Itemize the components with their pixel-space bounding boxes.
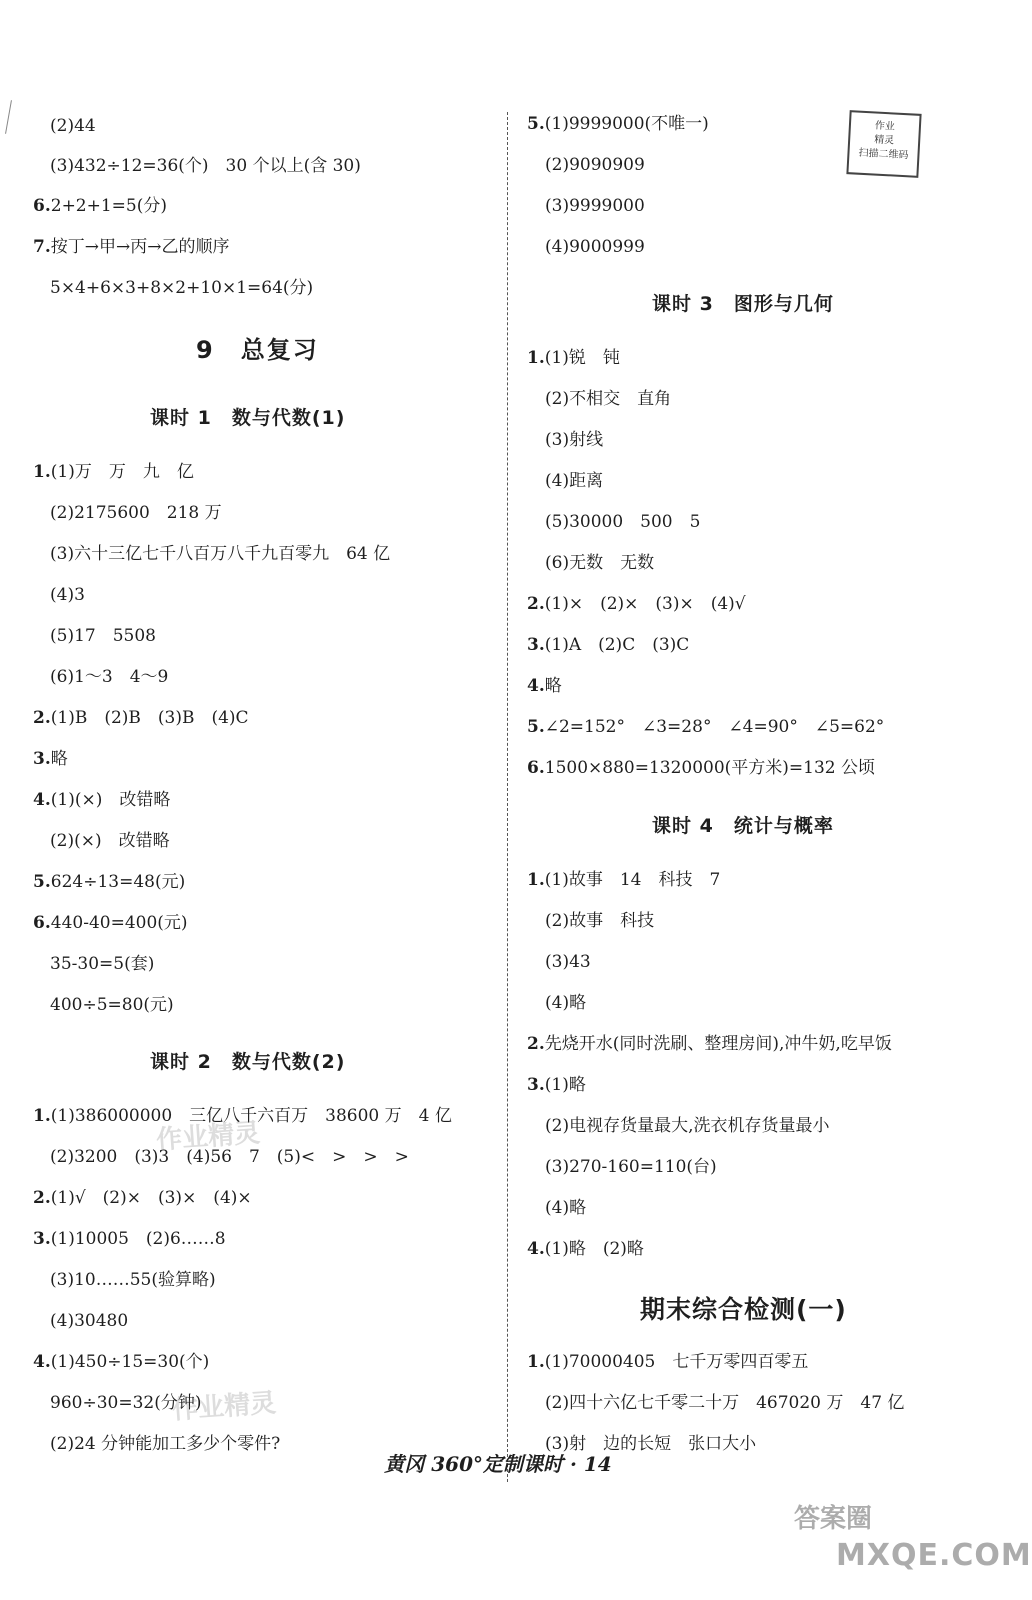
item-number: 1. xyxy=(33,462,51,482)
answer-line: (2)故事 科技 xyxy=(545,911,655,931)
answer-line xyxy=(527,1237,644,1261)
item-number: 7. xyxy=(33,237,51,257)
stamp-text: 精灵 xyxy=(873,134,895,147)
item-number: 6. xyxy=(33,913,51,933)
item-number: 6. xyxy=(33,196,51,216)
stamp xyxy=(846,110,921,178)
answer-text: 1500×880=1320000(平方米)=132 公顷 xyxy=(544,758,876,778)
item-number: 4. xyxy=(33,1352,51,1372)
answer-line: (2)2175600 218 万 xyxy=(50,503,222,523)
site-url: MXQE.COM xyxy=(836,1538,1032,1573)
answer-line xyxy=(527,1350,808,1374)
answer-line: (4)3 xyxy=(50,585,85,605)
answer-line xyxy=(33,460,194,484)
answer-text: ∠2=152° ∠3=28° ∠4=90° ∠5=62° xyxy=(544,717,885,737)
answer-line xyxy=(33,788,170,812)
section-heading: 课时 3 图形与几何 xyxy=(652,293,834,315)
answer-line: (2)3200 (3)3 (4)56 7 (5)< > > > xyxy=(50,1147,409,1167)
item-number: 4. xyxy=(527,1239,545,1259)
answer-text: (1)锐 钝 xyxy=(544,348,620,368)
item-number: 2. xyxy=(33,708,51,728)
answer-line: 960÷30=32(分钟) xyxy=(50,1393,202,1413)
item-number: 1. xyxy=(527,1352,545,1372)
item-number: 3. xyxy=(527,1075,545,1095)
item-number: 3. xyxy=(527,635,545,655)
answer-line xyxy=(527,715,884,739)
item-number: 4. xyxy=(527,676,545,696)
answer-text: (1)万 万 九 亿 xyxy=(50,462,194,482)
answer-line xyxy=(33,870,185,894)
answer-line: (4)9000999 xyxy=(545,237,645,257)
answer-line xyxy=(527,756,875,780)
chapter-title: 9 总复习 xyxy=(196,336,319,364)
answer-text: (1)A (2)C (3)C xyxy=(544,635,690,655)
column-divider xyxy=(507,112,508,1482)
answer-text: 624÷13=48(元) xyxy=(50,872,186,892)
answer-line: (4)略 xyxy=(545,1198,587,1218)
answer-line xyxy=(527,1032,892,1056)
answer-line xyxy=(33,194,167,218)
answer-text: (1)9999000(不唯一) xyxy=(544,114,709,134)
answer-line xyxy=(33,706,249,730)
answer-line xyxy=(33,911,188,935)
answer-line: (2)24 分钟能加工多少个零件? xyxy=(50,1434,281,1454)
item-number: 5. xyxy=(33,872,51,892)
item-number: 2. xyxy=(527,594,545,614)
item-number: 5. xyxy=(527,717,545,737)
answer-line xyxy=(527,112,709,136)
answer-line: 5×4+6×3+8×2+10×1=64(分) xyxy=(50,278,314,298)
answer-line: (3)射 边的长短 张口大小 xyxy=(545,1434,757,1454)
answer-line: (3)9999000 xyxy=(545,196,645,216)
stamp-text: 扫描二维码 xyxy=(858,147,909,162)
answer-line: 35-30=5(套) xyxy=(50,954,155,974)
section-heading: 课时 4 统计与概率 xyxy=(652,815,834,837)
answer-text: (1)70000405 七千万零四百零五 xyxy=(544,1352,809,1372)
answer-line xyxy=(527,633,689,657)
item-number: 1. xyxy=(527,348,545,368)
answer-line: (6)无数 无数 xyxy=(545,553,655,573)
answer-line: (4)略 xyxy=(545,993,587,1013)
answer-text: (1)故事 14 科技 7 xyxy=(544,870,721,890)
item-number: 2. xyxy=(33,1188,51,1208)
watermark: 作业精灵 xyxy=(171,1388,278,1426)
answer-text: (1)略 xyxy=(544,1075,586,1095)
answer-text: (1)× (2)× (3)× (4)√ xyxy=(544,594,746,614)
answer-line xyxy=(33,235,229,259)
answer-line xyxy=(33,747,68,771)
answer-line: (4)距离 xyxy=(545,471,604,491)
answer-text: 略 xyxy=(544,676,562,696)
section-heading: 课时 1 数与代数(1) xyxy=(150,407,346,429)
answer-text: 按丁→甲→丙→乙的顺序 xyxy=(50,237,230,257)
answer-line xyxy=(527,868,720,892)
answer-text: 先烧开水(同时洗刷、整理房间),冲牛奶,吃早饭 xyxy=(544,1034,892,1054)
answer-line: (2)电视存货量最大,洗衣机存货量最小 xyxy=(545,1116,830,1136)
section-heading: 课时 2 数与代数(2) xyxy=(150,1051,346,1073)
answer-line: (5)17 5508 xyxy=(50,626,156,646)
answer-line xyxy=(527,592,746,616)
answer-line: (2)9090909 xyxy=(545,155,645,175)
answer-line: (3)射线 xyxy=(545,430,604,450)
answer-line: (2)四十六亿七千零二十万 467020 万 47 亿 xyxy=(545,1393,905,1413)
answer-text: (1)(×) 改错略 xyxy=(50,790,171,810)
page-footer: 黄冈 360°定制课时 · 14 xyxy=(384,1452,612,1476)
answer-text: (1)450÷15=30(个) xyxy=(50,1352,210,1372)
answer-line: (5)30000 500 5 xyxy=(545,512,701,532)
answer-line: (2)(×) 改错略 xyxy=(50,831,170,851)
item-number: 3. xyxy=(33,749,51,769)
answer-line: 400÷5=80(元) xyxy=(50,995,174,1015)
answer-text: (1)略 (2)略 xyxy=(544,1239,644,1259)
answer-text: (1)√ (2)× (3)× (4)× xyxy=(50,1188,252,1208)
answer-line: (4)30480 xyxy=(50,1311,129,1331)
item-number: 4. xyxy=(33,790,51,810)
answer-line: (6)1～3 4～9 xyxy=(50,667,169,687)
answer-text: (1)386000000 三亿八千六百万 38600 万 4 亿 xyxy=(50,1106,452,1126)
answer-line xyxy=(527,674,562,698)
item-number: 5. xyxy=(527,114,545,134)
watermark: 作业精灵 xyxy=(155,1118,262,1156)
answer-text: (1)10005 (2)6……8 xyxy=(50,1229,226,1249)
answer-line: (3)270-160=110(台) xyxy=(545,1157,717,1177)
item-number: 2. xyxy=(527,1034,545,1054)
site-logo: 答案圈 xyxy=(794,1504,873,1534)
exam-heading: 期末综合检测(一) xyxy=(640,1295,847,1324)
item-number: 6. xyxy=(527,758,545,778)
answer-line xyxy=(33,1350,209,1374)
answer-line: (3)432÷12=36(个) 30 个以上(含 30) xyxy=(50,156,361,176)
answer-line: (3)10……55(验算略) xyxy=(50,1270,216,1290)
item-number: 1. xyxy=(527,870,545,890)
answer-line: (2)不相交 直角 xyxy=(545,389,672,409)
stamp-text: 作业 xyxy=(874,120,896,133)
scan-mark xyxy=(5,100,12,134)
answer-line: (2)44 xyxy=(50,116,96,136)
answer-text: 2+2+1=5(分) xyxy=(50,196,168,216)
item-number: 1. xyxy=(33,1106,51,1126)
answer-line xyxy=(527,1073,586,1097)
answer-text: 略 xyxy=(50,749,68,769)
answer-line: (3)43 xyxy=(545,952,591,972)
answer-line xyxy=(33,1186,252,1210)
answer-text: 440-40=400(元) xyxy=(50,913,188,933)
answer-line xyxy=(527,346,620,370)
answer-line xyxy=(33,1227,226,1251)
answer-line: (3)六十三亿七千八百万八千九百零九 64 亿 xyxy=(50,544,391,564)
answer-text: (1)B (2)B (3)B (4)C xyxy=(50,708,249,728)
item-number: 3. xyxy=(33,1229,51,1249)
